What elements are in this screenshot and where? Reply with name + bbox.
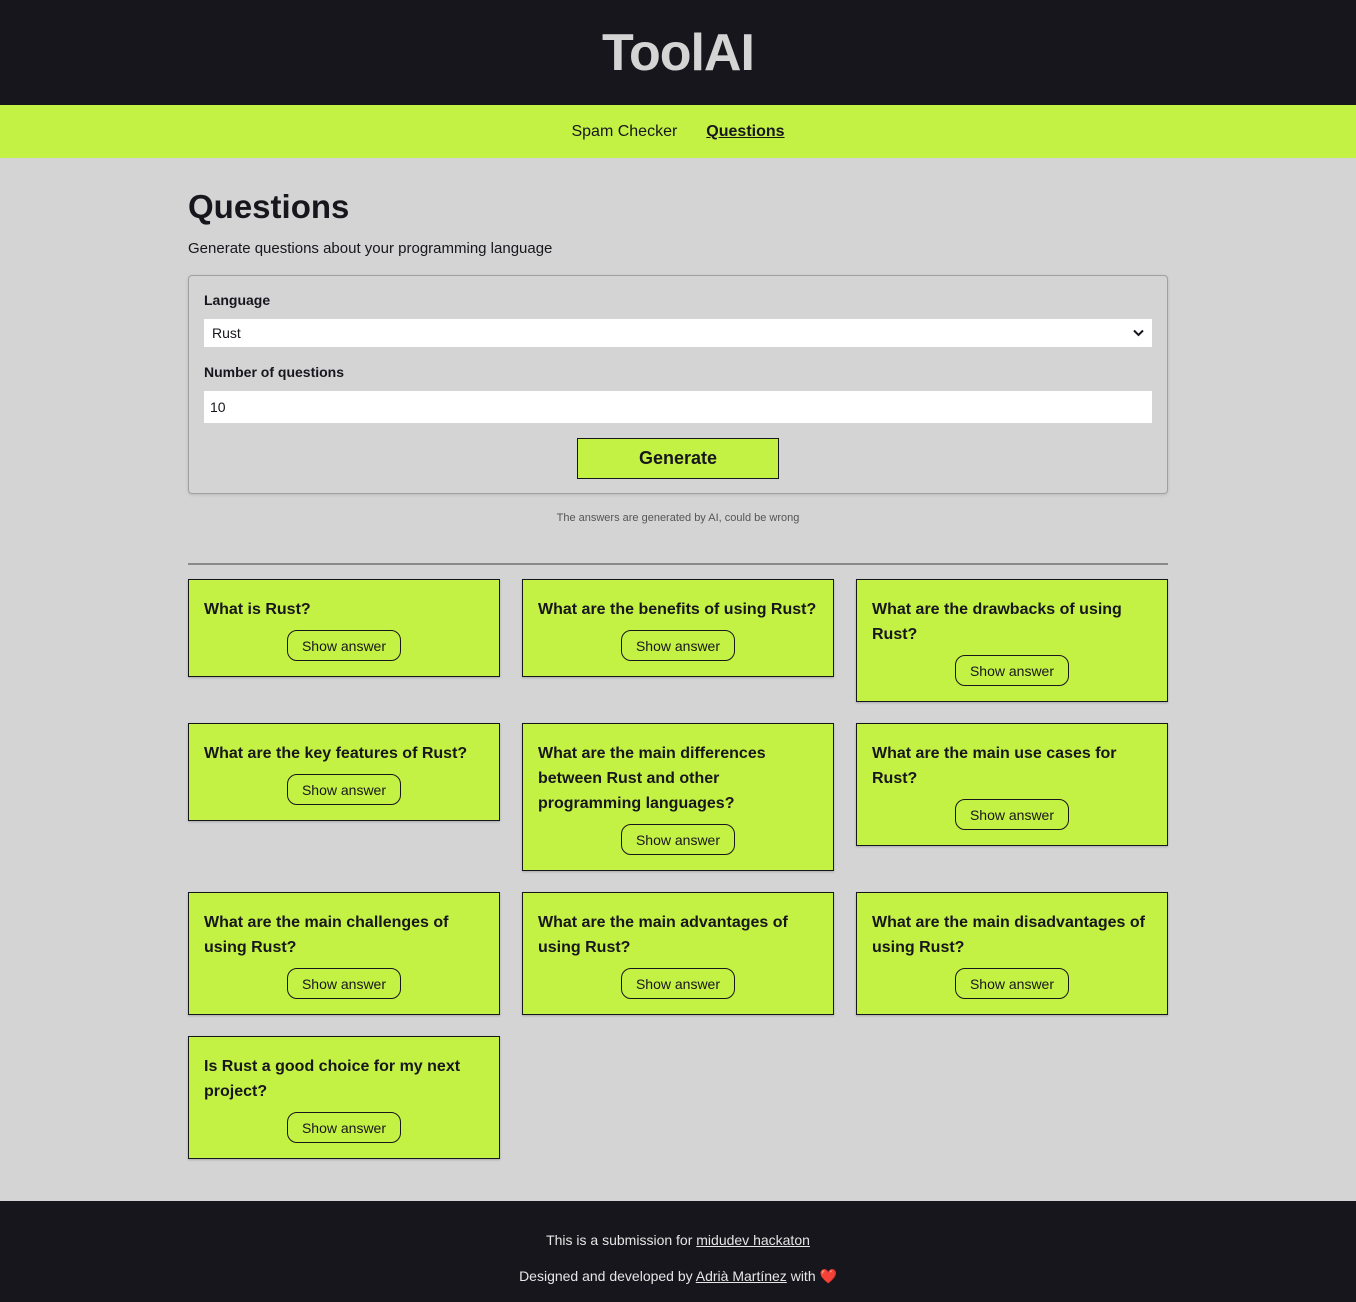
question-text: What are the main challenges of using Rust? bbox=[204, 914, 449, 956]
footer-with-text: with bbox=[786, 1268, 820, 1284]
question-card bbox=[856, 579, 1168, 702]
question-text: What are the main use cases for Rust? bbox=[872, 745, 1117, 787]
language-select-value: Rust bbox=[212, 325, 241, 341]
author-link[interactable]: Adrià Martínez bbox=[695, 1268, 787, 1284]
question-card bbox=[522, 723, 834, 871]
question-count-label: Number of questions bbox=[204, 364, 345, 380]
question-text: What are the drawbacks of using Rust? bbox=[872, 601, 1122, 643]
brand-logo: ToolAI bbox=[602, 23, 754, 82]
question-count-input[interactable] bbox=[204, 391, 1152, 423]
question-text: What are the main disadvantages of using Rust? bbox=[872, 914, 1145, 956]
question-card bbox=[188, 579, 500, 677]
page-footer bbox=[0, 1201, 1356, 1302]
page-title: Questions bbox=[188, 188, 350, 225]
show-answer-button[interactable]: Show answer bbox=[955, 799, 1069, 830]
show-answer-button[interactable]: Show answer bbox=[621, 968, 735, 999]
question-card bbox=[188, 1036, 500, 1159]
divider bbox=[188, 563, 1168, 565]
question-card bbox=[522, 892, 834, 1015]
main-nav bbox=[0, 105, 1356, 158]
generate-button[interactable]: Generate bbox=[577, 438, 779, 479]
show-answer-button[interactable]: Show answer bbox=[621, 630, 735, 661]
question-text: What are the main differences between Rust and other programming languages? bbox=[538, 745, 766, 812]
footer-credit-text: Designed and developed by bbox=[519, 1268, 696, 1284]
language-select[interactable] bbox=[204, 319, 1152, 347]
show-answer-button[interactable]: Show answer bbox=[955, 968, 1069, 999]
question-text: What are the benefits of using Rust? bbox=[538, 601, 817, 618]
question-text: What are the key features of Rust? bbox=[204, 745, 468, 762]
question-card bbox=[188, 723, 500, 821]
hackaton-link[interactable]: midudev hackaton bbox=[696, 1232, 810, 1248]
ai-disclaimer: The answers are generated by AI, could be wrong bbox=[556, 512, 800, 524]
show-answer-button[interactable]: Show answer bbox=[621, 824, 735, 855]
question-card bbox=[856, 892, 1168, 1015]
footer-submission-text: This is a submission for bbox=[546, 1232, 697, 1248]
show-answer-button[interactable]: Show answer bbox=[287, 968, 401, 999]
question-card bbox=[188, 892, 500, 1015]
top-header bbox=[0, 0, 1356, 105]
page-subtitle: Generate questions about your programming language bbox=[188, 240, 553, 257]
question-text: Is Rust a good choice for my next project? bbox=[204, 1058, 461, 1100]
main-content bbox=[188, 190, 1168, 1180]
question-count-value: 10 bbox=[210, 399, 226, 415]
question-form bbox=[188, 275, 1168, 494]
question-card bbox=[856, 723, 1168, 846]
footer-credit-line bbox=[0, 1267, 1356, 1285]
chevron-down-icon bbox=[1133, 326, 1144, 340]
heart-icon: ❤️ bbox=[819, 1268, 837, 1284]
show-answer-button[interactable]: Show answer bbox=[287, 774, 401, 805]
questions-grid bbox=[188, 579, 1168, 1180]
show-answer-button[interactable]: Show answer bbox=[287, 630, 401, 661]
question-card bbox=[522, 579, 834, 677]
nav-spam-checker[interactable]: Spam Checker bbox=[571, 122, 678, 140]
question-text: What is Rust? bbox=[204, 601, 311, 618]
question-text: What are the main advantages of using Rust? bbox=[538, 914, 788, 956]
nav-questions[interactable]: Questions bbox=[706, 122, 785, 140]
language-label: Language bbox=[204, 292, 271, 308]
show-answer-button[interactable]: Show answer bbox=[287, 1112, 401, 1143]
footer-submission-line bbox=[0, 1231, 1356, 1249]
show-answer-button[interactable]: Show answer bbox=[955, 655, 1069, 686]
